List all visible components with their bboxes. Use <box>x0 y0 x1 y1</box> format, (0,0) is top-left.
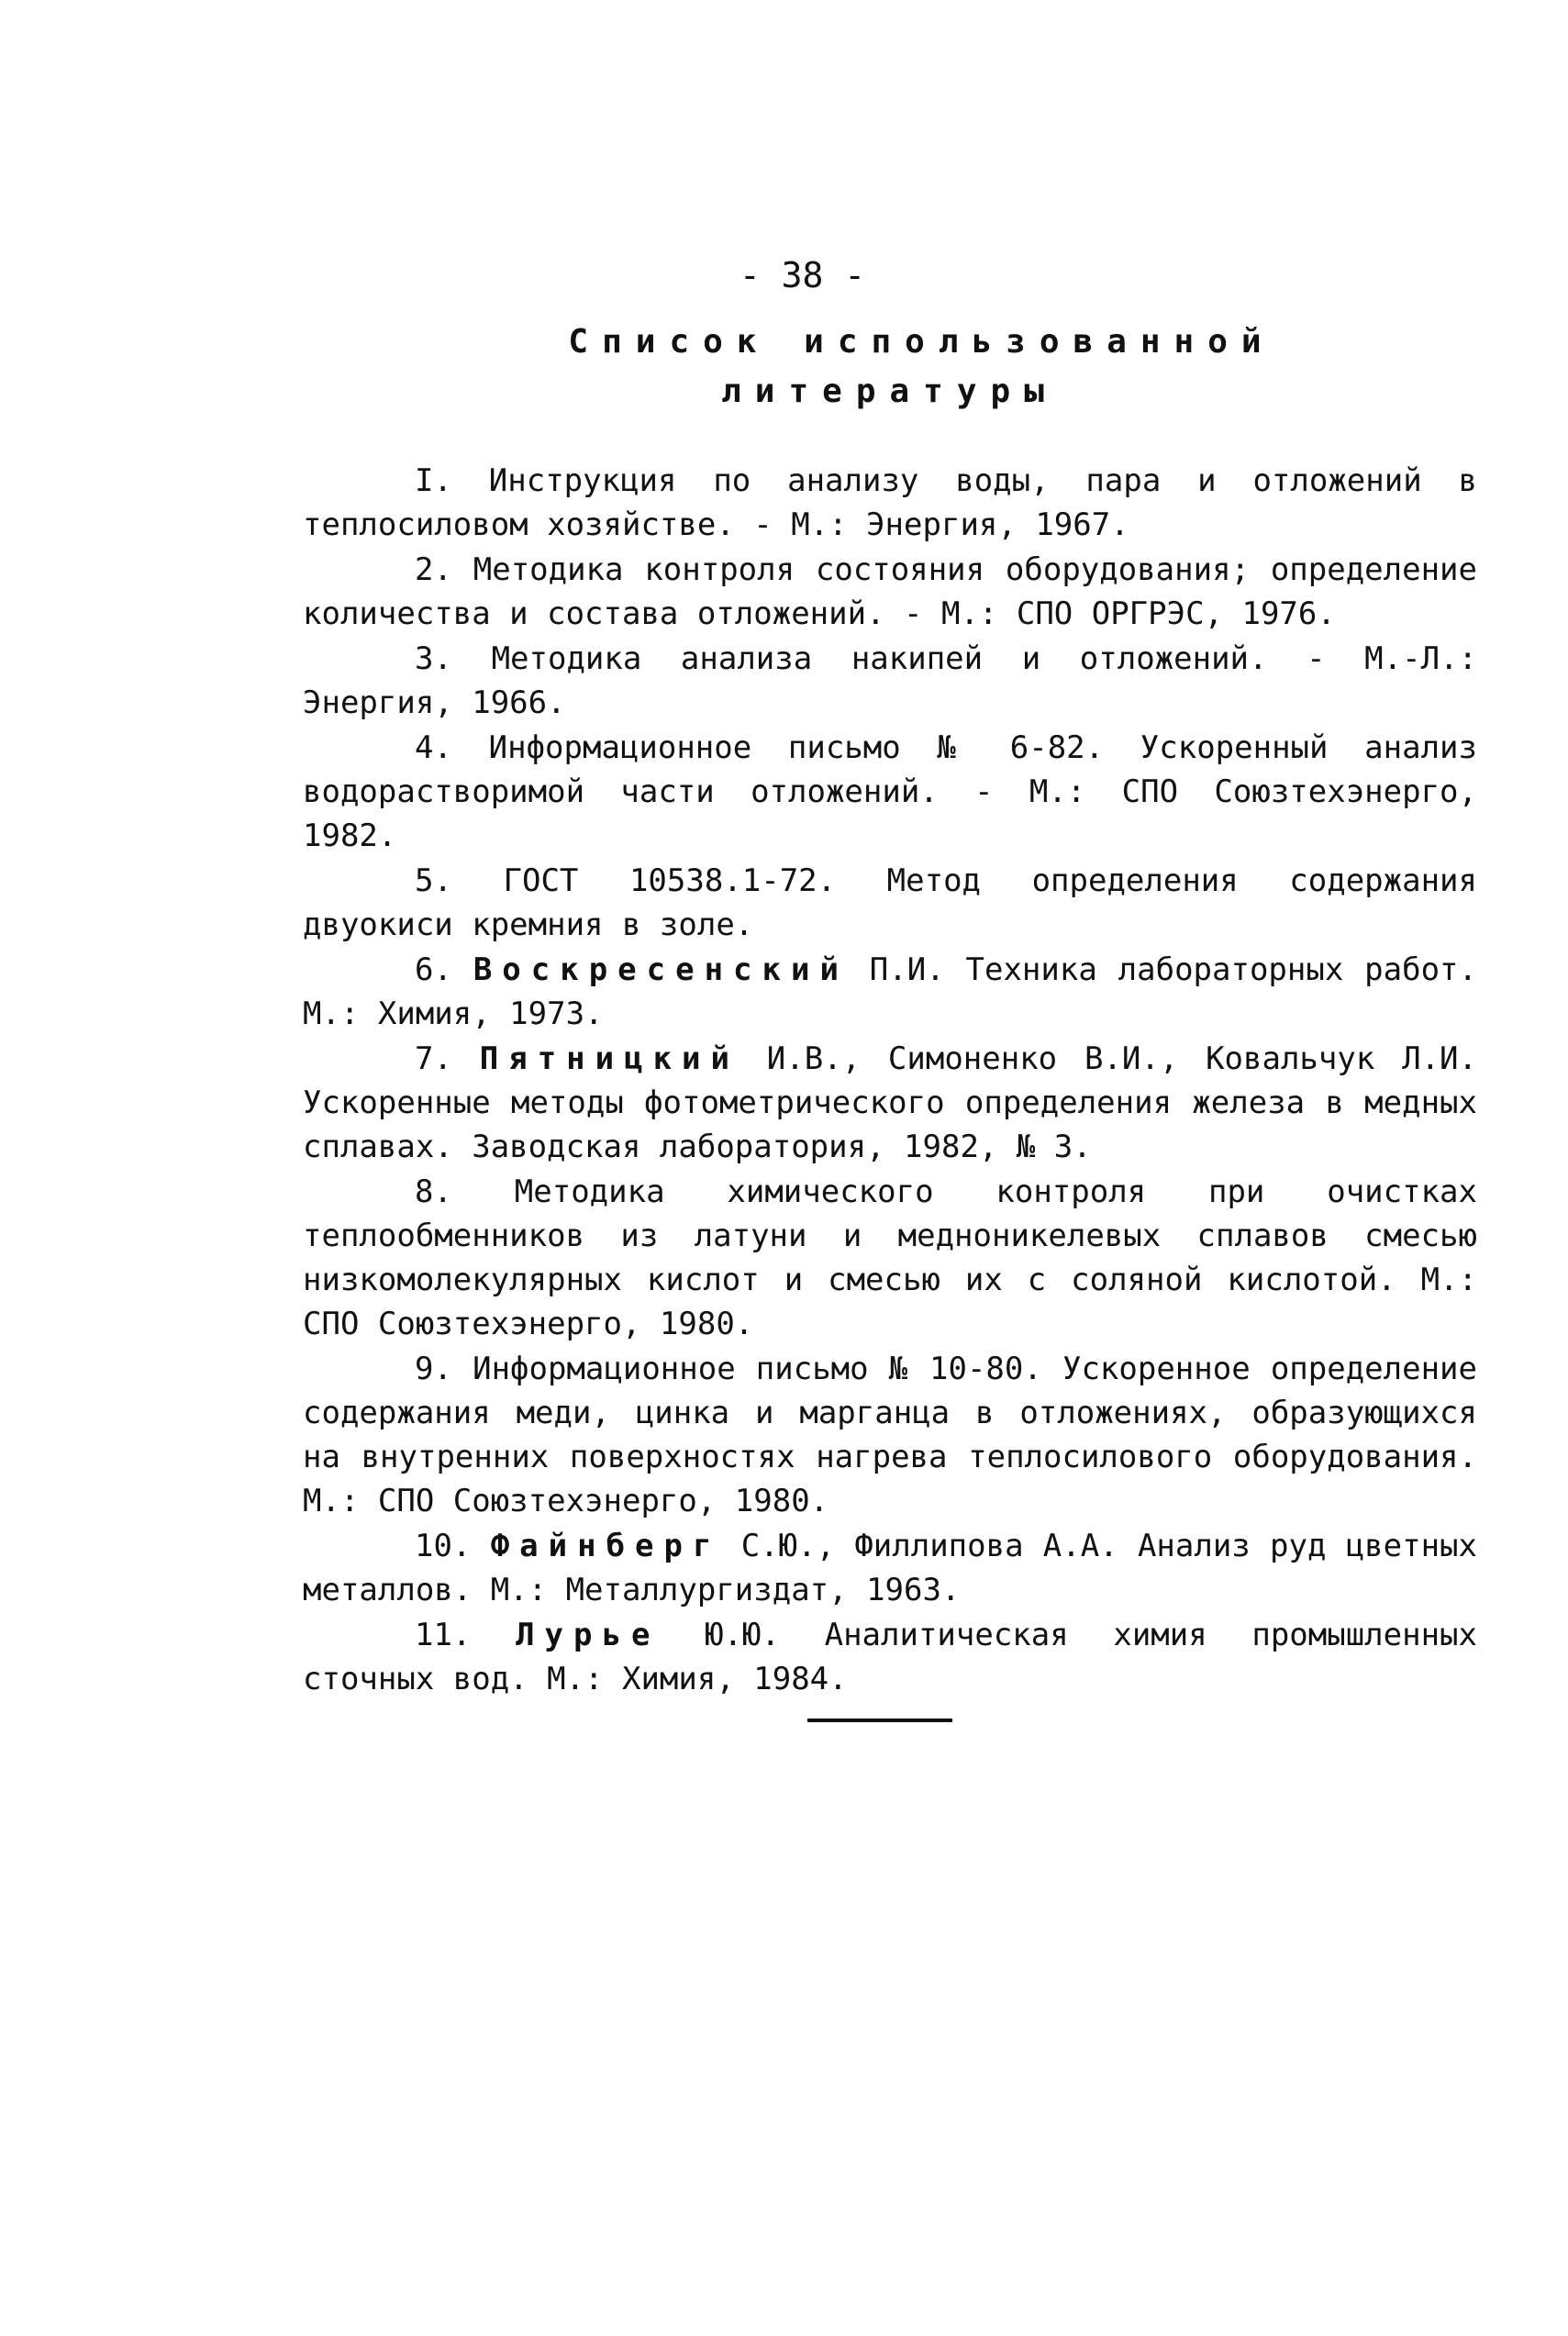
title-line-1: Список использованной <box>568 323 1275 361</box>
reference-text: Информационное письмо № 10-80. Ускоренное определение содержания меди, цинка и марганца в отложениях, образующихся на внутренних поверхностях нагрева теплосилового оборудования. М.: СПО Союзтехэнерго, 1980. <box>303 1351 1477 1519</box>
reference-text: Информационное письмо № 6-82. Ускоренный анализ водорастворимой части отложений. - М.: СПО Союзтехэнерго, 1982. <box>303 729 1477 854</box>
reference-item <box>303 1037 1477 1169</box>
reference-text: П.И. Техника лабораторных работ. М.: Химия, 1973. <box>303 951 1477 1032</box>
reference-text: Методика химического контроля при очистках теплообменников из латуни и медноникелевых сплавов смесью низкомолекулярных кислот и смесью их с соляной кислотой. М.: СПО Союзтехэнерго, 1980. <box>303 1174 1477 1342</box>
reference-number: I. <box>415 462 452 499</box>
reference-list <box>303 459 1477 1702</box>
reference-text: С.Ю., Филлипова А.А. Анализ руд цветных металлов. М.: Металлургиздат, 1963. <box>303 1528 1477 1608</box>
reference-number: 3. <box>415 640 452 677</box>
reference-number: 9. <box>415 1351 452 1387</box>
reference-author: Пятницкий <box>479 1040 740 1077</box>
reference-item <box>303 1170 1477 1346</box>
reference-item <box>303 859 1477 947</box>
reference-item <box>303 948 1477 1036</box>
reference-number: 4. <box>415 729 452 766</box>
reference-item <box>303 726 1477 858</box>
reference-item <box>303 548 1477 636</box>
reference-number: 6. <box>415 951 452 988</box>
reference-number: 7. <box>415 1040 452 1077</box>
page-number: - 38 - <box>739 255 866 295</box>
reference-number: 10. <box>415 1528 472 1564</box>
reference-item <box>303 637 1477 725</box>
reference-text: Инструкция по анализу воды, пара и отложений в теплосиловом хозяйстве. - М.: Энергия, 1967. <box>303 462 1477 543</box>
reference-text: И.В., Симоненко В.И., Ковальчук Л.И. Ускоренные методы фотометрического определения железа в медных сплавах. Заводская лаборатория, 1982, № 3. <box>303 1040 1477 1165</box>
reference-author: Файнберг <box>490 1528 722 1564</box>
reference-text: ГОСТ 10538.1-72. Метод определения содержания двуокиси кремния в золе. <box>303 862 1477 943</box>
closing-rule <box>807 1719 952 1722</box>
title-line-2: литературы <box>721 373 1058 410</box>
reference-item <box>303 459 1477 547</box>
reference-number: 2. <box>415 551 452 588</box>
reference-number: 5. <box>415 862 452 899</box>
reference-text: Ю.Ю. Аналитическая химия промышленных сточных вод. М.: Химия, 1984. <box>303 1617 1477 1697</box>
reference-text: Методика контроля состояния оборудования; определение количества и состава отложений. - М.: СПО ОРГРЭС, 1976. <box>303 551 1477 632</box>
reference-number: 8. <box>415 1174 452 1210</box>
reference-item <box>303 1613 1477 1701</box>
reference-number: 11. <box>415 1617 472 1653</box>
reference-item <box>303 1347 1477 1523</box>
reference-item <box>303 1524 1477 1612</box>
reference-author: Воскресенский <box>473 951 849 988</box>
reference-text: Методика анализа накипей и отложений. - М.-Л.: Энергия, 1966. <box>303 640 1477 721</box>
reference-author: Лурье <box>516 1617 661 1653</box>
